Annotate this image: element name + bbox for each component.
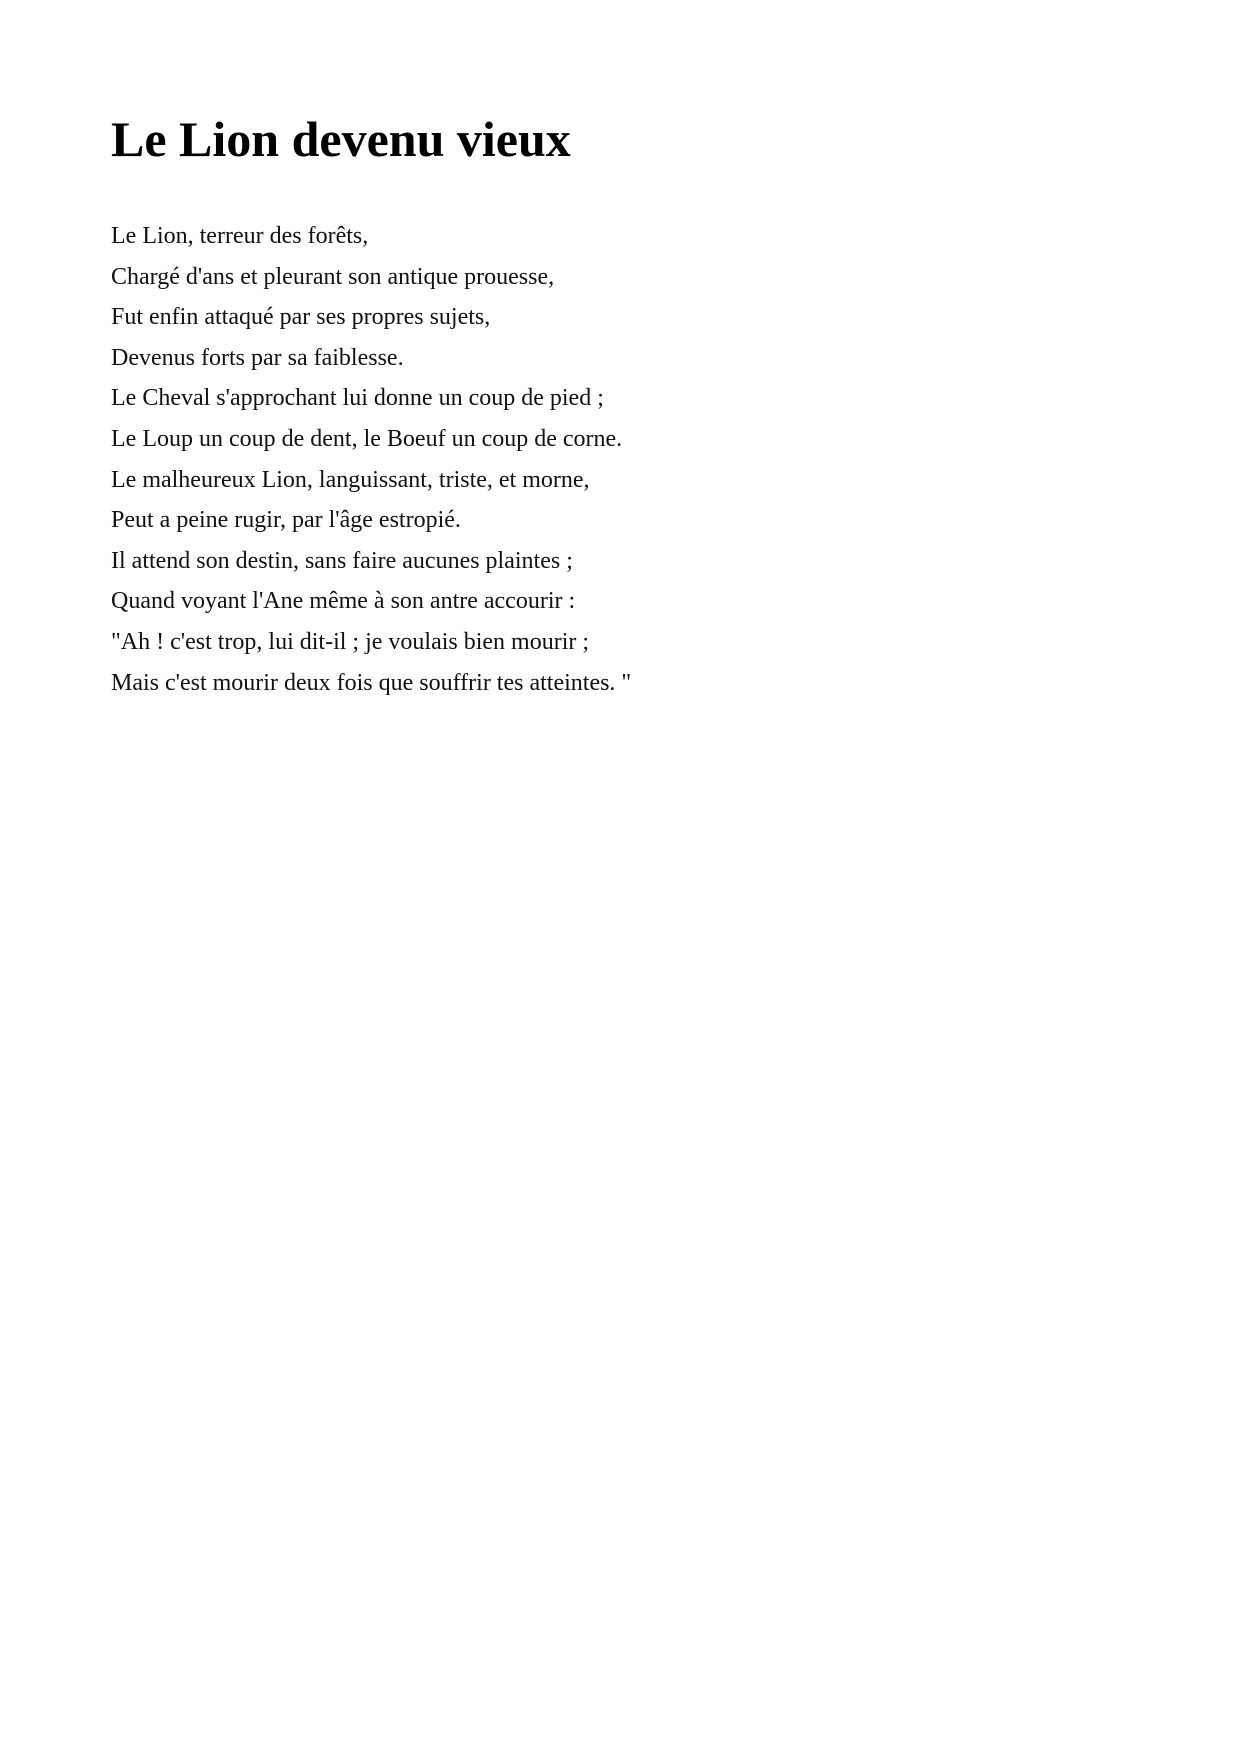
verse-line: "Ah ! c'est trop, lui dit-il ; je voulais bien mourir ;	[111, 628, 590, 655]
page-title: Le Lion devenu vieux	[111, 111, 571, 167]
verse-line: Le malheureux Lion, languissant, triste, et morne,	[111, 466, 590, 493]
verse-line: Il attend son destin, sans faire aucunes plaintes ;	[111, 547, 573, 574]
verse-line: Le Loup un coup de dent, le Boeuf un coup de corne.	[111, 425, 623, 452]
verse-line: Chargé d'ans et pleurant son antique prouesse,	[111, 263, 555, 290]
verse-line: Quand voyant l'Ane même à son antre accourir :	[111, 588, 576, 615]
verse-line: Le Cheval s'approchant lui donne un coup de pied ;	[111, 385, 604, 412]
poem-body	[111, 216, 631, 703]
verse-line: Peut a peine rugir, par l'âge estropié.	[111, 507, 461, 534]
verse-line: Devenus forts par sa faiblesse.	[111, 344, 404, 371]
verse-line: Mais c'est mourir deux fois que souffrir tes atteintes. "	[111, 669, 632, 696]
verse-line: Le Lion, terreur des forêts,	[111, 223, 369, 249]
verse-line: Fut enfin attaqué par ses propres sujets,	[111, 304, 491, 331]
